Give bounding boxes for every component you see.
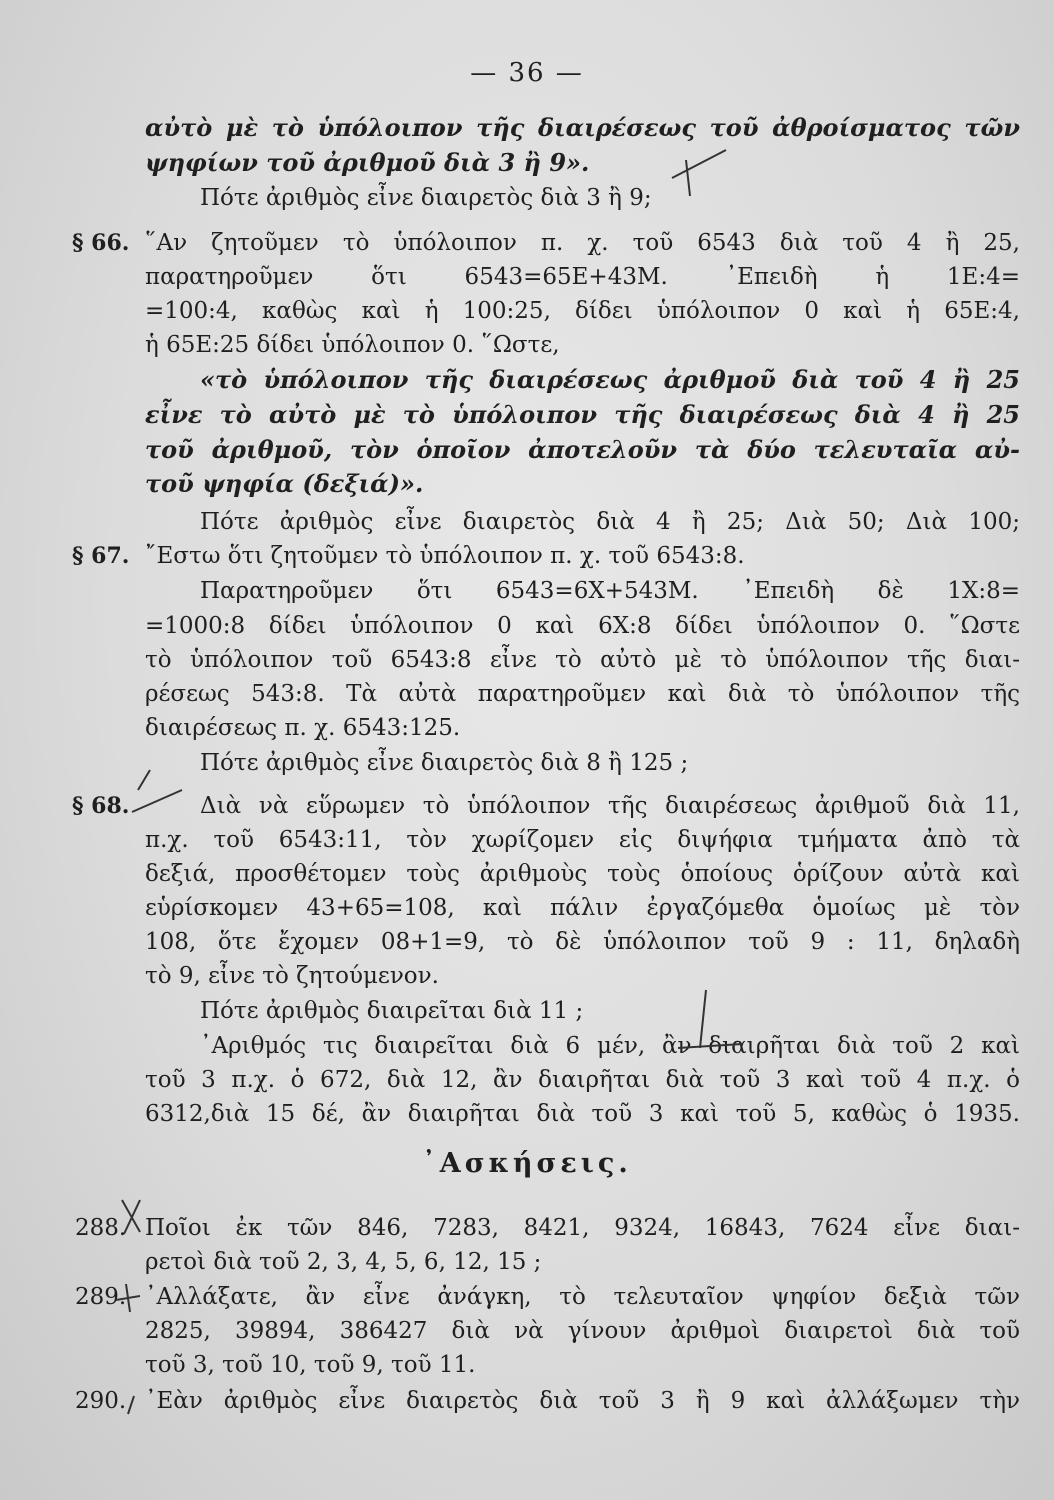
text-line: ῞Αν ζητοῦμεν τὸ ὑπόλοιπον π. χ. τοῦ 6543 διὰ τοῦ 4 ἢ 25, [145, 230, 1020, 256]
question-line: Πότε ἀριθμὸς εἶνε διαιρετὸς διὰ 8 ἢ 125 ; [200, 750, 689, 776]
exercise-number: 290. [75, 1388, 127, 1414]
rule-line: τοῦ ἀριθμοῦ, τὸν ὁποῖον ἀποτελοῦν τὰ δύο τελευταῖα αὐ- [145, 435, 1020, 464]
rule-line: «τὸ ὑπόλοιπον τῆς διαιρέσεως ἀριθμοῦ διὰ τοῦ 4 ἢ 25 [200, 365, 1020, 394]
text-line: παρατηροῦμεν ὅτι 6543=65Ε+43Μ. ᾿Επειδὴ ἡ 1Ε:4= [145, 264, 1020, 290]
text-line: ρέσεως 543:8. Τὰ αὐτὰ παρατηροῦμεν καὶ διὰ τὸ ὑπόλοιπον τῆς [145, 681, 1020, 707]
text-line: δεξιά, προσθέτομεν τοὺς ἀριθμοὺς τοὺς ὁποίους ὁρίζουν αὐτὰ καὶ [145, 861, 1020, 887]
question-line: Πότε ἀριθμὸς εἶνε διαιρετὸς διὰ 3 ἢ 9; [200, 185, 652, 211]
exercise-number: 289. [75, 1284, 127, 1310]
text-line: 108, ὅτε ἔχομεν 08+1=9, τὸ δὲ ὑπόλοιπον τοῦ 9 : 11, δηλαδὴ [145, 929, 1020, 955]
text-line: εὑρίσκομεν 43+65=108, καὶ πάλιν ἐργαζόμεθα ὁμοίως μὲ τὸν [145, 895, 1020, 921]
text-line: Παρατηροῦμεν ὅτι 6543=6Χ+543Μ. ᾿Επειδὴ δὲ 1Χ:8= [200, 578, 1020, 604]
text-line: =100:4, καθὼς καὶ ἡ 100:25, δίδει ὑπόλοιπον 0 καὶ ἡ 65Ε:4, [145, 298, 1020, 324]
page-number: — 36 — [470, 58, 584, 88]
exercise-line: ᾿Αλλάξατε, ἂν εἶνε ἀνάγκη, τὸ τελευταῖον ψηφίον δεξιὰ τῶν [145, 1284, 1020, 1310]
text-line: ψηφίων τοῦ ἀριθμοῦ διὰ 3 ἢ 9». [145, 148, 590, 177]
pencil-stroke [122, 1200, 140, 1234]
text-line: ἡ 65Ε:25 δίδει ὑπόλοιπον 0. ῞Ωστε, [145, 332, 560, 358]
pencil-stroke [116, 1284, 140, 1312]
exercise-line: Ποῖοι ἐκ τῶν 846, 7283, 8421, 9324, 16843, 7624 εἶνε διαι- [145, 1215, 1020, 1241]
exercises-heading: ᾿Ασκήσεις. [422, 1148, 632, 1179]
text-line: διαιρέσεως π. χ. 6543:125. [145, 715, 461, 741]
text-line: Διὰ νὰ εὕρωμεν τὸ ὑπόλοιπον τῆς διαιρέσεως ἀριθμοῦ διὰ 11, [200, 793, 1020, 819]
exercise-number: 288. [75, 1215, 127, 1241]
pencil-stroke [678, 990, 742, 1048]
rule-line: εἶνε τὸ αὐτὸ μὲ τὸ ὑπόλοιπον τῆς διαιρέσεως διὰ 4 ἢ 25 [145, 400, 1020, 429]
question-line: Πότε ἀριθμὸς διαιρεῖται διὰ 11 ; [200, 998, 584, 1024]
text-line: ῎Εστω ὅτι ζητοῦμεν τὸ ὑπόλοιπον π. χ. τοῦ 6543:8. [145, 543, 745, 569]
pencil-stroke [672, 150, 726, 178]
text-line: αὐτὸ μὲ τὸ ὑπόλοιπον τῆς διαιρέσεως τοῦ ἀθροίσματος τῶν [145, 113, 1020, 142]
section-66-label: § 66. [72, 230, 130, 256]
text-line: τοῦ 3 π.χ. ὁ 672, διὰ 12, ἂν διαιρῆται διὰ τοῦ 3 καὶ τοῦ 4 π.χ. ὁ [145, 1067, 1020, 1093]
pencil-stroke [686, 160, 690, 196]
exercise-line: 2825, 39894, 386427 διὰ νὰ γίνουν ἀριθμοὶ διαιρετοὶ διὰ τοῦ [145, 1318, 1020, 1344]
exercise-line: ᾿Εὰν ἀριθμὸς εἶνε διαιρετὸς διὰ τοῦ 3 ἢ 9 καὶ ἀλλάξωμεν τὴν [145, 1388, 1020, 1414]
pencil-stroke [132, 770, 182, 812]
rule-line: τοῦ ψηφία (δεξιά)». [145, 469, 424, 498]
text-line: ᾿Αριθμός τις διαιρεῖται διὰ 6 μέν, ἂν διαιρῆται διὰ τοῦ 2 καὶ [200, 1033, 1020, 1059]
text-line: τὸ 9, εἶνε τὸ ζητούμενον. [145, 963, 439, 989]
text-line: =1000:8 δίδει ὑπόλοιπον 0 καὶ 6Χ:8 δίδει ὑπόλοιπον 0. ῞Ωστε [145, 613, 1020, 639]
section-67-label: § 67. [72, 543, 130, 569]
text-line: 6312,διὰ 15 δέ, ἂν διαιρῆται διὰ τοῦ 3 καὶ τοῦ 5, καθὼς ὁ 1935. [145, 1101, 1020, 1127]
text-line: π.χ. τοῦ 6543:11, τὸν χωρίζομεν εἰς διψήφια τμήματα ἀπὸ τὰ [145, 827, 1020, 853]
question-line: Πότε ἀριθμὸς εἶνε διαιρετὸς διὰ 4 ἢ 25; Διὰ 50; Διὰ 100; [200, 509, 1020, 535]
pencil-stroke [128, 1396, 134, 1414]
exercise-line: ρετοὶ διὰ τοῦ 2, 3, 4, 5, 6, 12, 15 ; [145, 1249, 542, 1275]
exercise-line: τοῦ 3, τοῦ 10, τοῦ 9, τοῦ 11. [145, 1352, 476, 1378]
text-line: τὸ ὑπόλοιπον τοῦ 6543:8 εἶνε τὸ αὐτὸ μὲ τὸ ὑπόλοιπον τῆς διαι- [145, 647, 1020, 673]
section-68-label: § 68. [72, 793, 130, 819]
